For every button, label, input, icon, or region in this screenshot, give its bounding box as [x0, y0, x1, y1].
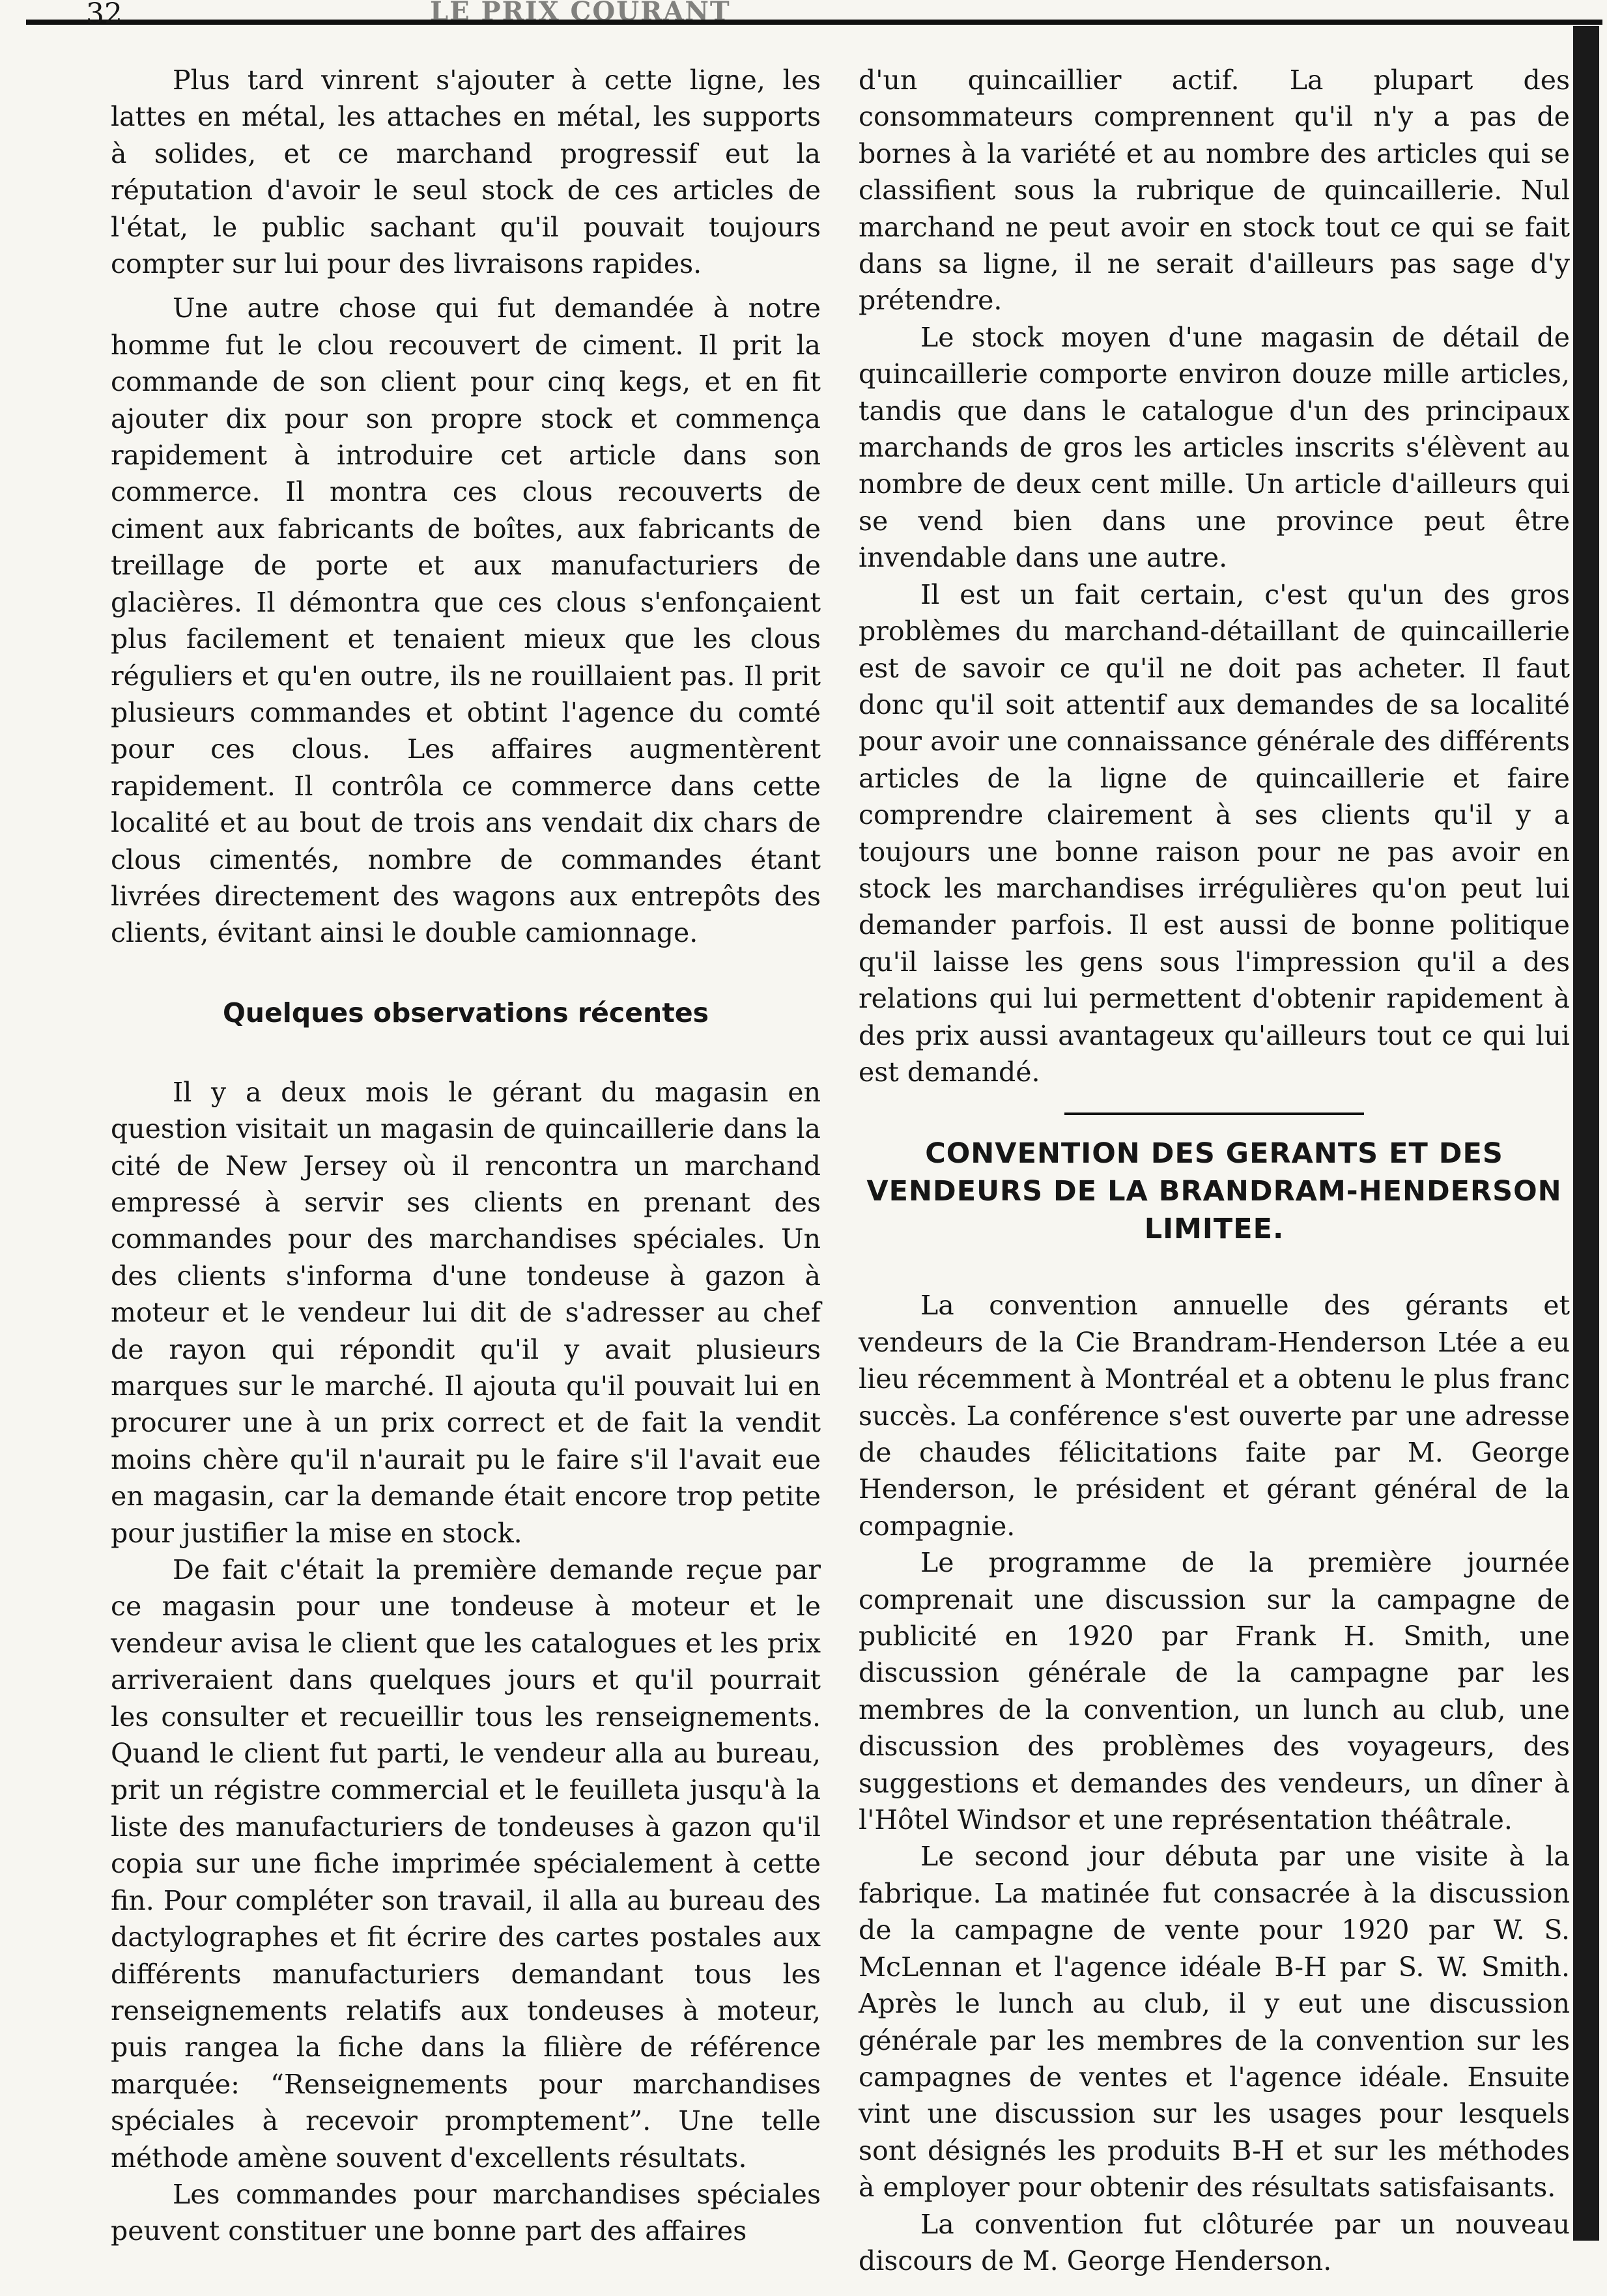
paragraph: Il est un fait certain, c'est qu'un des gros problèmes du marchand-détaillant de quincaillerie est de savoir ce qu'il ne doit pas acheter. Il faut donc qu'il soit attentif aux demandes de sa localité pour avoir une connaissance générale des différents articles de la ligne de quincaillerie et faire comprendre clairement à ses clients qu'il y a toujours une bonne raison pour ne pas avoir en stock les marchandises irrégulières qu'on peut lui demander parfois. Il est aussi de bonne politique qu'il laisse les gens sous l'impression qu'il a des relations qui lui permettent d'obtenir rapidement à des prix aussi avantageux qu'ailleurs tout ce qui lui est demandé.	[859, 578, 1570, 1088]
article-title: CONVENTION DES GERANTS ET DES VENDEURS DE LA BRANDRAM-HENDERSON LIMITEE.	[866, 1137, 1562, 1246]
paragraph: Les commandes pour marchandises spéciales peuvent constituer une bonne part des affaires	[111, 2178, 821, 2247]
paragraph: Une autre chose qui fut demandée à notre homme fut le clou recouvert de ciment. Il prit la commande de son client pour cinq kegs, et en fit ajouter dix pour son propre stock et commença rapidement à introduire cet article dans son commerce. Il montra ces clous recouverts de ciment aux fabricants de boîtes, aux fabricants de treillage de porte et aux manufacturiers de glacières. Il démontra que ces clous s'enfonçaient plus facilement et tenaient mieux que les clous réguliers et qu'en outre, ils ne rouillaient pas. Il prit plusieurs commandes et obtint l'agence du comté pour ces clous. Les affaires augmentèrent rapidement. Il contrôla ce commerce dans cette localité et au bout de trois ans vendait dix chars de clous cimentés, nombre de commandes étant livrées directement des wagons aux entrepôts des clients, évitant ainsi le double camionnage.	[111, 292, 821, 949]
paragraph: De fait c'était la première demande reçue par ce magasin pour une tondeuse à moteur et le vendeur avisa le client que les catalogues et les prix arriveraient dans quelques jours et qu'il pourrait les consulter et recueillir tous les renseignements. Quand le client fut parti, le vendeur alla au bureau, prit un régistre commercial et le feuilleta jusqu'à la liste des manufacturiers de tondeuses à gazon qu'il copia sur une fiche imprimée spécialement à cette fin. Pour compléter son travail, il alla au bureau des dactylographes et fit écrire des cartes postales aux différents manufacturiers demandant tous les renseignements relatifs aux tondeuses à moteur, puis rangea la fiche dans la filière de référence marquée: “Renseignements pour marchandises spéciales à recevoir promptement”. Une telle méthode amène souvent d'excellents résultats.	[111, 1554, 821, 2174]
paragraph: Plus tard vinrent s'ajouter à cette ligne, les lattes en métal, les attaches en métal, les supports à solides, et ce marchand progressif eut la réputation d'avoir le seul stock de ces articles de l'état, le public sachant qu'il pouvait toujours compter sur lui pour des livraisons rapides.	[111, 64, 821, 280]
running-header: LE PRIX COURANT	[430, 0, 731, 27]
page-edge-shadow	[1573, 26, 1599, 2241]
page-number: 32	[86, 0, 122, 31]
divider-rule	[1064, 1113, 1364, 1115]
left-column	[111, 62, 821, 2250]
paragraph: Le second jour débuta par une visite à la fabrique. La matinée fut consacrée à la discussion de la campagne de vente pour 1920 par W. S. McLennan et l'agence idéale B-H par S. W. Smith. Après le lunch au club, il y eut une discussion générale par les membres de la convention sur les campagnes de ventes et l'agence idéale. Ensuite vint une discussion sur les usages pour lesquels sont désignés les produits B-H et sur les méthodes à employer pour obtenir des résultats satisfaisants.	[859, 1841, 1570, 2204]
paragraph: Le stock moyen d'une magasin de détail de quincaillerie comporte environ douze mille articles, tandis que dans le catalogue d'un des principaux marchands de gros les articles inscrits s'élèvent au nombre de deux cent mille. Un article d'ailleurs qui se vend bien dans une province peut être invendable dans une autre.	[859, 321, 1570, 574]
paragraph: d'un quincaillier actif. La plupart des consommateurs comprennent qu'il n'y a pas de bornes à la variété et au nombre des articles qui se classifient sous la rubrique de quincaillerie. Nul marchand ne peut avoir en stock tout ce qui se fait dans sa ligne, il ne serait d'ailleurs pas sage d'y prétendre.	[859, 64, 1570, 317]
paragraph: La convention fut clôturée par un nouveau discours de M. George Henderson.	[859, 2208, 1570, 2276]
paragraph: Le programme de la première journée comprenait une discussion sur la campagne de publicité en 1920 par Frank H. Smith, une discussion générale de la campagne par les membres de la convention, un lunch au club, une discussion des problèmes des voyageurs, des suggestions et demandes des vendeurs, un dîner à l'Hôtel Windsor et une représentation théâtrale.	[859, 1547, 1570, 1836]
header-rule	[26, 0, 1602, 25]
paragraph: La convention annuelle des gérants et vendeurs de la Cie Brandram-Henderson Ltée a eu lieu récemment à Montréal et a obtenu le plus franc succès. La conférence s'est ouverte par une adresse de chaudes félicitations faite par M. George Henderson, le président et gérant général de la compagnie.	[859, 1290, 1570, 1542]
paragraph: Il y a deux mois le gérant du magasin en question visitait un magasin de quincaillerie dans la cité de New Jersey où il rencontra un marchand empressé à servir ses clients en prenant des commandes pour des marchandises spéciales. Un des clients s'informa d'une tondeuse à gazon à moteur et le vendeur lui dit de s'adresser au chef de rayon qui répondit qu'il y avait plusieurs marques sur le marché. Il ajouta qu'il pouvait lui en procurer une à un prix correct et de fait la vendit moins chère qu'il n'aurait pu le faire s'il l'avait eue en magasin, car la demande était encore trop petite pour justifier la mise en stock.	[111, 1076, 821, 1549]
right-column	[859, 62, 1570, 2279]
section-heading: Quelques observations récentes	[222, 997, 709, 1028]
